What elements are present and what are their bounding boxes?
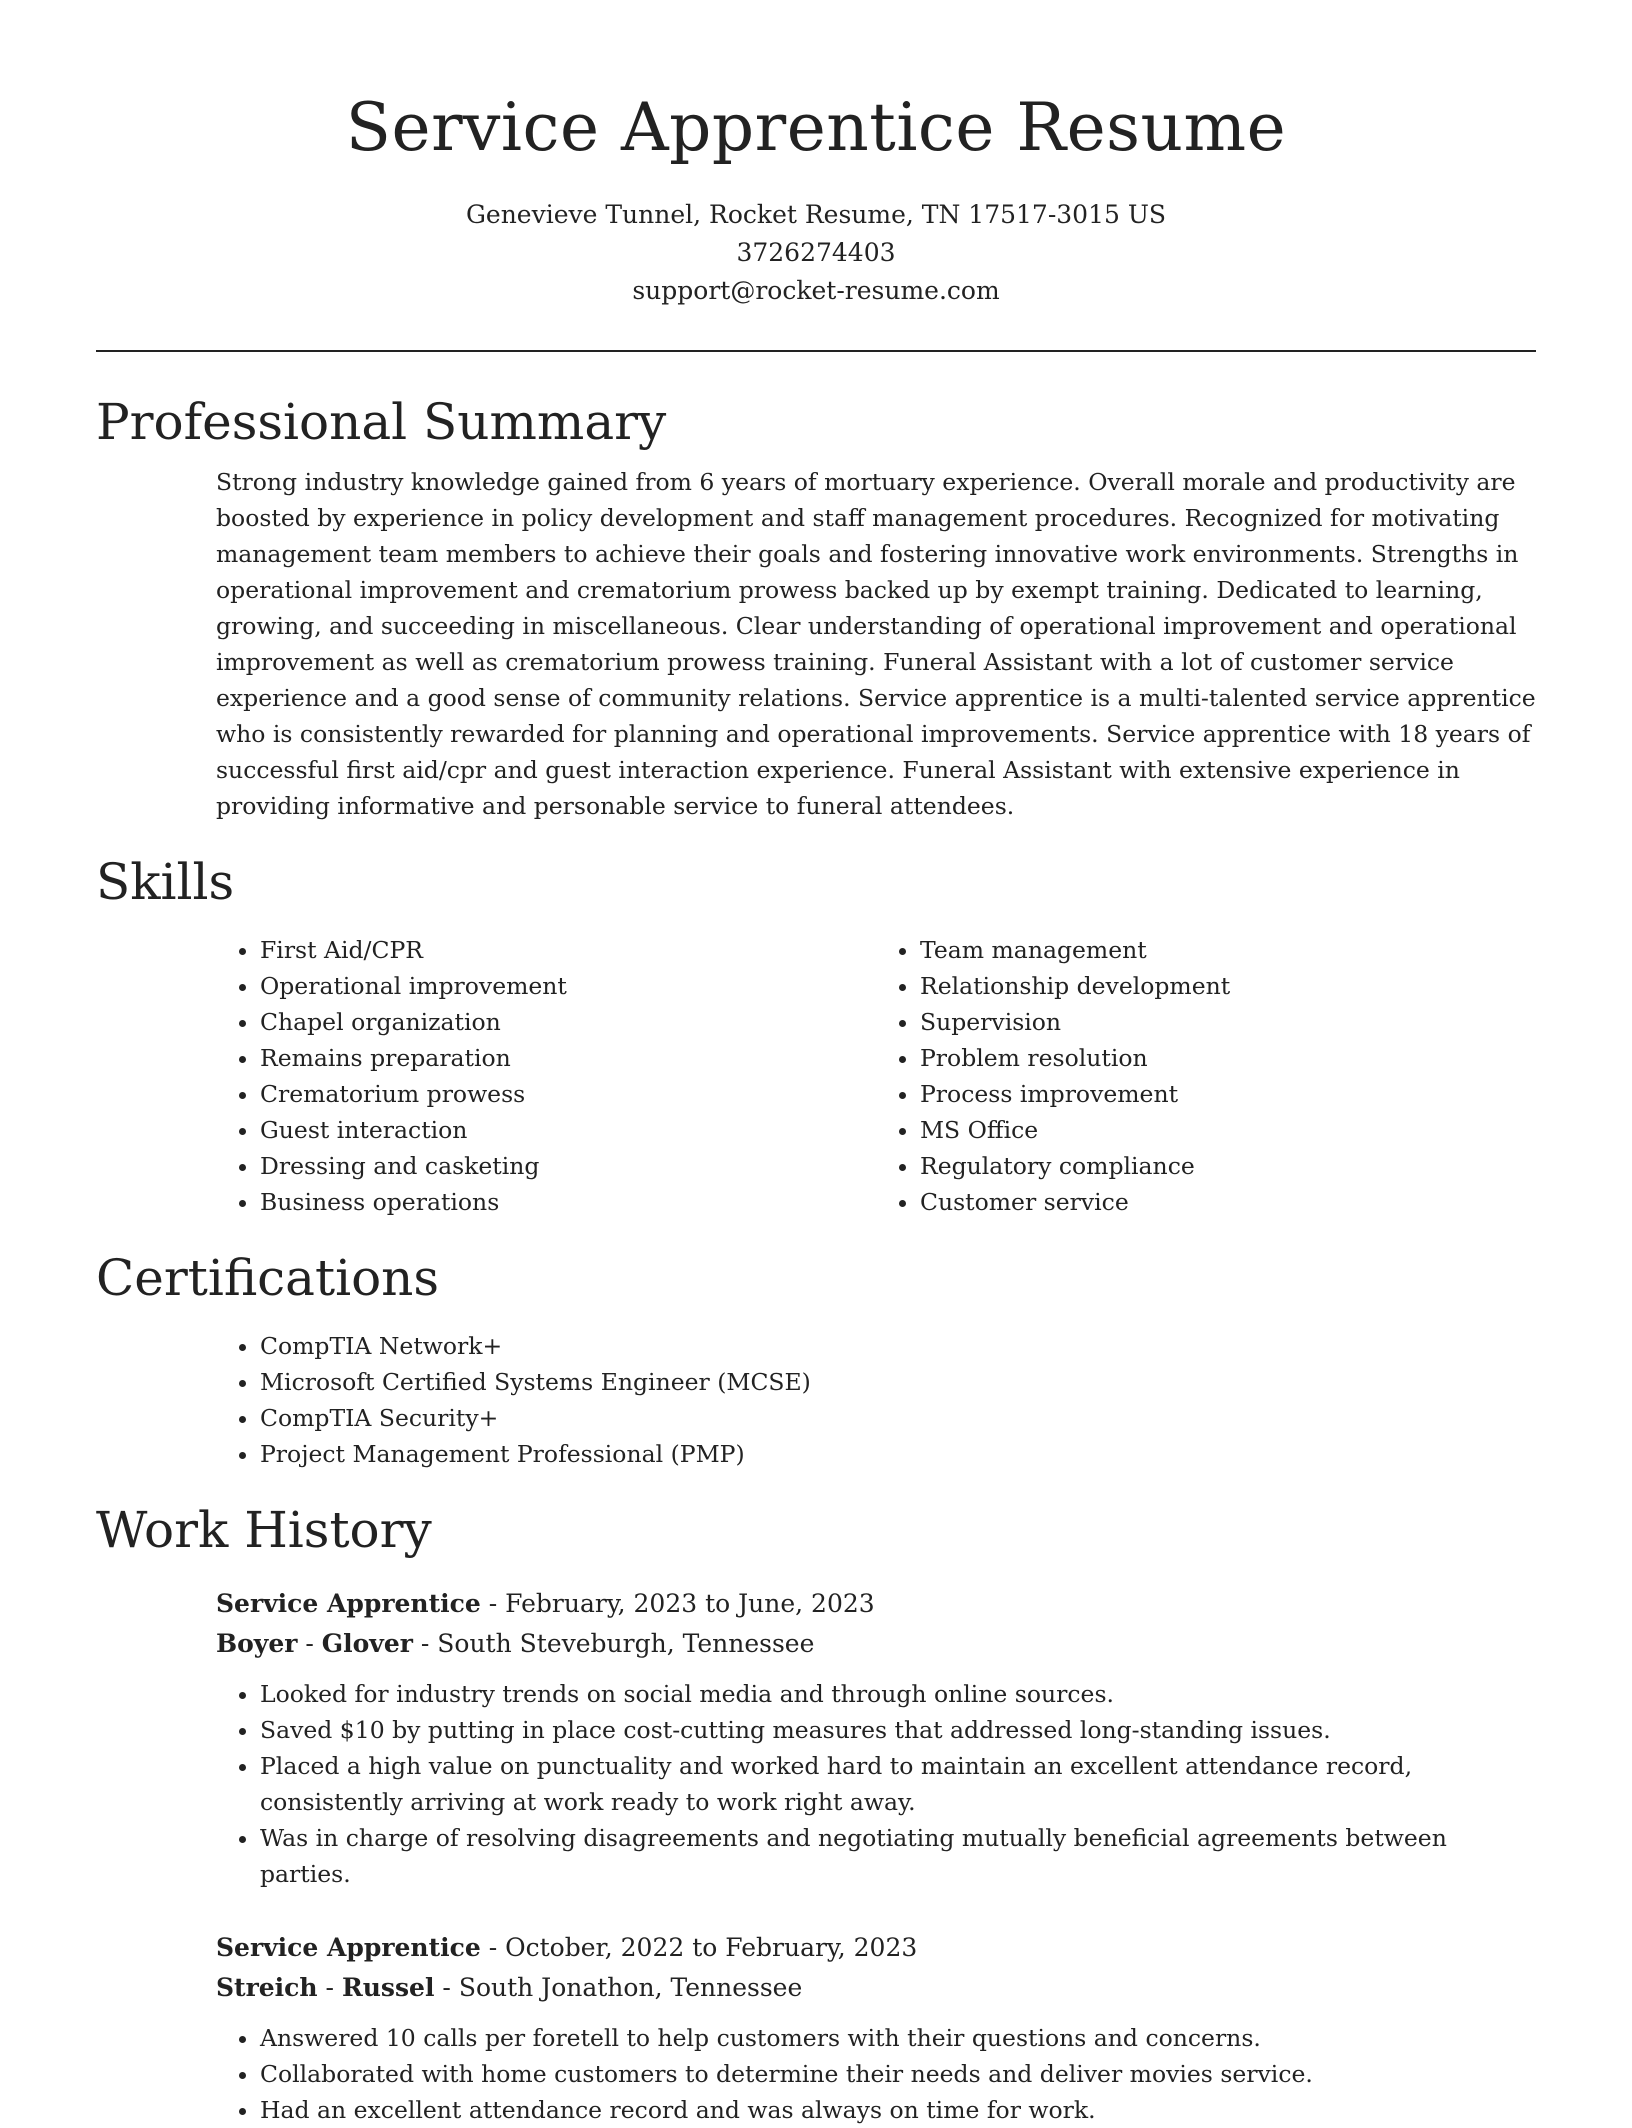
skill-item: • Relationship development (920, 968, 1536, 1004)
company-name-b: Glover (321, 1629, 413, 1658)
email-text: support@rocket-resume.com (632, 276, 1000, 305)
job-duty-item: • Was in charge of resolving disagreements and negotiating mutually beneficial agreements between parties. (260, 1820, 1536, 1892)
skill-item: • Dressing and casketing (260, 1148, 876, 1184)
resume-title: Service Apprentice Resume (345, 89, 1287, 166)
skill-item: • Process improvement (920, 1076, 1536, 1112)
address-text: Genevieve Tunnel, Rocket Resume, TN 17517-3015 US (465, 200, 1167, 229)
certification-item: • CompTIA Network+ (260, 1328, 1536, 1364)
skill-item: • Customer service (920, 1184, 1536, 1220)
company-name-b: Russel (341, 1973, 435, 2002)
job-duties-list (216, 1676, 1536, 1892)
job-dates: February, 2023 to June, 2023 (505, 1589, 875, 1618)
summary-heading: Professional Summary (96, 393, 667, 451)
work-history-heading: Work History (96, 1501, 432, 1559)
job-location: South Steveburgh, Tennessee (437, 1629, 815, 1658)
summary-section (96, 390, 1536, 824)
job-entry (216, 1928, 1536, 2128)
job-entry (216, 1584, 1536, 1892)
phone-text: 3726274403 (736, 238, 896, 267)
certification-item: • CompTIA Security+ (260, 1400, 1536, 1436)
skills-list-right (876, 932, 1536, 1220)
company-name-a: Boyer (216, 1629, 298, 1658)
job-company-line: Boyer - Glover - South Steveburgh, Tennessee (216, 1629, 815, 1658)
skill-item: • Operational improvement (260, 968, 876, 1004)
certifications-heading: Certifications (96, 1249, 440, 1307)
job-company-line: Streich - Russel - South Jonathon, Tennessee (216, 1973, 803, 2002)
skill-item: • MS Office (920, 1112, 1536, 1148)
skills-grid (216, 932, 1536, 1220)
job-title-line: Service Apprentice - October, 2022 to February, 2023 (216, 1933, 918, 1962)
header-divider (96, 350, 1536, 352)
job-role: Service Apprentice (216, 1933, 481, 1962)
job-role: Service Apprentice (216, 1589, 481, 1618)
job-title-line: Service Apprentice - February, 2023 to June, 2023 (216, 1589, 875, 1618)
summary-paragraph: Strong industry knowledge gained from 6 years of mortuary experience. Overall morale and productivity are boosted by experience in policy development and staff management procedures. Recognized for motivating management team members to achieve their goals and fostering innovative work environments. Strengths in operational improvement and crematorium prowess backed up by exempt training. Dedicated to learning, growing, and succeeding in miscellaneous. Clear understanding of operational improvement and operational improvement as well as crematorium prowess training. Funeral Assistant with a lot of customer service experience and a good sense of community relations. Service apprentice is a multi-talented service apprentice who is consistently rewarded for planning and operational improvements. Service apprentice with 18 years of successful first aid/cpr and guest interaction experience. Funeral Assistant with extensive experience in providing informative and personable service to funeral attendees. (216, 468, 1536, 820)
skill-item: • Team management (920, 932, 1536, 968)
skill-item: • Chapel organization (260, 1004, 876, 1040)
company-name-a: Streich (216, 1973, 318, 2002)
skill-item: • Guest interaction (260, 1112, 876, 1148)
contact-info (96, 196, 1536, 310)
job-duty-item: • Placed a high value on punctuality and worked hard to maintain an excellent attendance record, consistently arriving at work ready to work right away. (260, 1748, 1536, 1820)
skills-section (96, 850, 1536, 1220)
job-duty-item: • Looked for industry trends on social media and through online sources. (260, 1676, 1536, 1712)
certification-item: • Project Management Professional (PMP) (260, 1436, 1536, 1472)
skills-list-left (216, 932, 876, 1220)
skill-item: • First Aid/CPR (260, 932, 876, 968)
work-history-section (96, 1498, 1536, 2128)
certifications-section (96, 1246, 1536, 1472)
certification-item: • Microsoft Certified Systems Engineer (MCSE) (260, 1364, 1536, 1400)
job-dates: October, 2022 to February, 2023 (505, 1933, 918, 1962)
job-duty-item: • Saved $10 by putting in place cost-cutting measures that addressed long-standing issues. (260, 1712, 1536, 1748)
skills-heading: Skills (96, 853, 235, 911)
skill-item: • Remains preparation (260, 1040, 876, 1076)
certifications-list (216, 1328, 1536, 1472)
skill-item: • Crematorium prowess (260, 1076, 876, 1112)
job-duty-item: • Answered 10 calls per foretell to help customers with their questions and concerns. (260, 2020, 1536, 2056)
skill-item: • Business operations (260, 1184, 876, 1220)
resume-header (96, 0, 1536, 310)
job-duty-item: • Had an excellent attendance record and was always on time for work. (260, 2092, 1536, 2128)
job-location: South Jonathon, Tennessee (458, 1973, 803, 2002)
skill-item: • Problem resolution (920, 1040, 1536, 1076)
skill-item: • Supervision (920, 1004, 1536, 1040)
job-duty-item: • Collaborated with home customers to determine their needs and deliver movies service. (260, 2056, 1536, 2092)
skill-item: • Regulatory compliance (920, 1148, 1536, 1184)
